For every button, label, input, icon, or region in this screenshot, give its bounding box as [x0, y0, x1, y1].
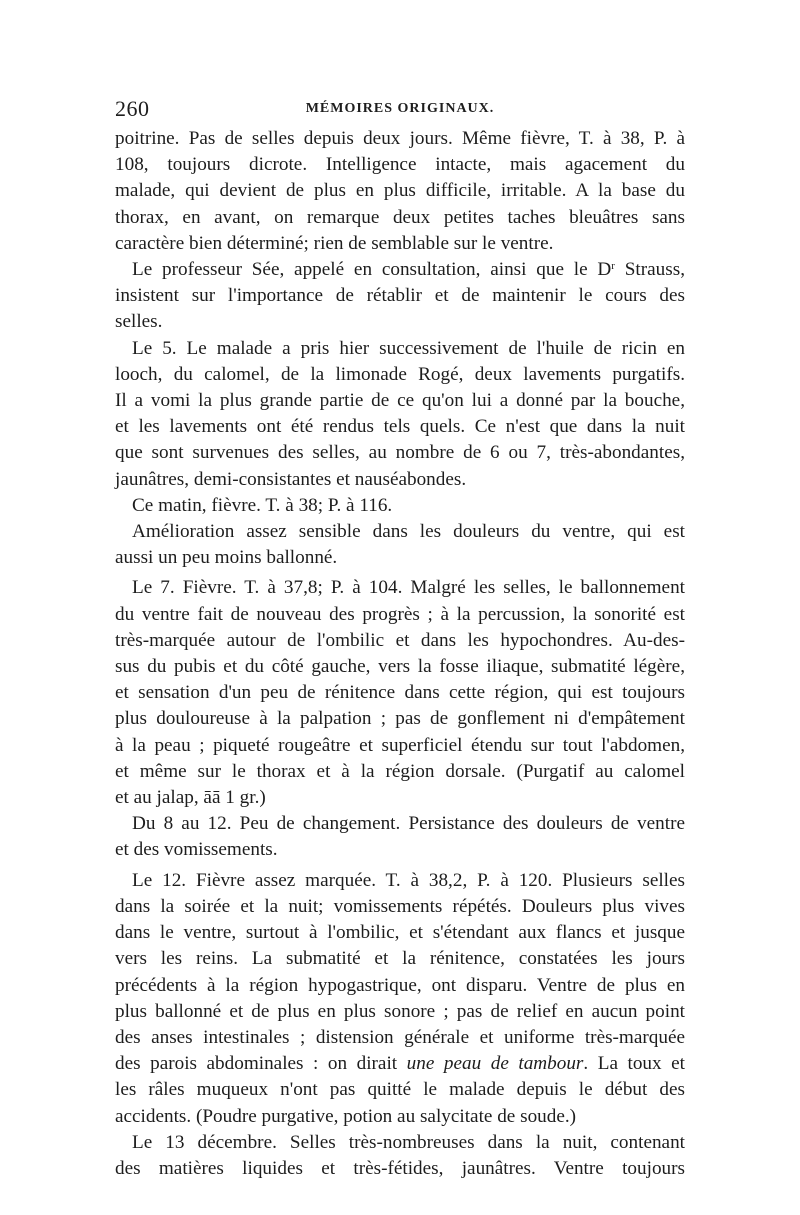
text-line: et des vomissements.	[115, 839, 278, 861]
text-line: 108, toujours dicrote. Intelligence intacte, mais agacement du	[115, 154, 685, 176]
running-title: MÉMOIRES ORIGINAUX.	[305, 101, 495, 116]
text-line: plus ballonné et de plus en plus sonore ; pas de relief en aucun point	[115, 1000, 685, 1022]
text-line: accidents. (Poudre purgative, potion au salycitate de soude.)	[115, 1105, 577, 1127]
paragraph-du-8-au-12	[115, 811, 685, 863]
text-line: des anses intestinales ; distension générale et uniforme très-marquée	[115, 1026, 685, 1048]
text-line: selles.	[115, 311, 163, 333]
text-line: Le 13 décembre. Selles très-nombreuses dans la nuit, contenant	[132, 1131, 685, 1153]
text-line	[115, 1051, 685, 1077]
text-line: jaunâtres, demi-consistantes et nauséabondes.	[115, 468, 467, 490]
text-line: poitrine. Pas de selles depuis deux jours. Même fièvre, T. à 38, P. à	[115, 128, 685, 149]
text-line: thorax, en avant, on remarque deux petites taches bleuâtres sans	[115, 206, 685, 228]
text-line: plus douloureuse à la palpation ; pas de gonflement ni d'empâtement	[115, 708, 685, 730]
text-line: Il a vomi la plus grande partie de ce qu'on lui a donné par la bouche,	[115, 390, 685, 412]
text-line: Du 8 au 12. Peu de changement. Persistance des douleurs de ventre	[132, 813, 685, 835]
text-line: des matières liquides et très-fétides, jaunâtres. Ventre toujours	[115, 1157, 685, 1179]
text-line: Le 5. Le malade a pris hier successivement de l'huile de ricin en	[132, 337, 685, 359]
text-line: aussi un peu moins ballonné.	[115, 547, 338, 569]
text-line: Ce matin, fièvre. T. à 38; P. à 116.	[132, 494, 393, 516]
text-line: insistent sur l'importance de rétablir et de maintenir le cours des	[115, 285, 685, 307]
text-line: sus du pubis et du côté gauche, vers la fosse iliaque, submatité légère,	[115, 656, 685, 678]
text-line: malade, qui devient de plus en plus difficile, irritable. A la base du	[115, 180, 685, 202]
page-number: 260	[115, 96, 150, 121]
paragraph-le-13-decembre	[115, 1130, 685, 1182]
paragraph-le-5	[115, 336, 685, 493]
text-line: et même sur le thorax et à la région dorsale. (Purgatif au calomel	[115, 760, 685, 782]
text-line: et au jalap, āā 1 gr.)	[115, 787, 266, 809]
text-line: à la peau ; piqueté rougeâtre et superficiel étendu sur tout l'abdomen,	[115, 734, 685, 756]
text-line: looch, du calomel, de la limonade Rogé, deux lavements purgatifs.	[115, 363, 685, 385]
italic-phrase: une peau de tambour	[406, 1053, 584, 1075]
superscript: r	[611, 260, 615, 273]
text-line: Amélioration assez sensible dans les douleurs du ventre, qui est	[132, 521, 685, 543]
text-fragment: des parois abdominales : on dirait	[115, 1053, 407, 1075]
text-line: et les lavements ont été rendus tels quels. Ce n'est que dans la nuit	[115, 416, 685, 438]
text-line: dans le ventre, surtout à l'ombilic, et s'étendant aux flancs et jusque	[115, 922, 685, 944]
paragraph-amelioration	[115, 519, 685, 571]
text-line: caractère bien déterminé; rien de semblable sur le ventre.	[115, 232, 554, 254]
text-line: vers les reins. La submatité et la rénitence, constatées les jours	[115, 948, 685, 970]
text-line: Le 12. Fièvre assez marquée. T. à 38,2, P. à 120. Plusieurs selles	[132, 869, 685, 891]
text-line: Le 7. Fièvre. T. à 37,8; P. à 104. Malgré les selles, le ballonnement	[132, 577, 685, 599]
paragraph-poitrine	[115, 126, 685, 257]
text-fragment: Strauss,	[614, 259, 685, 281]
running-head	[115, 96, 685, 122]
text-line	[115, 257, 685, 283]
paragraph-consultation	[115, 257, 685, 336]
text-fragment: Le professeur Sée, appelé en consultation, ainsi que le D	[132, 259, 612, 281]
paragraph-le-12	[115, 868, 685, 1130]
text-line: très-marquée autour de l'ombilic et dans les hypochondres. Au-des-	[115, 629, 685, 651]
text-line: dans la soirée et la nuit; vomissements répétés. Douleurs plus vives	[115, 895, 685, 917]
text-fragment: . La toux et	[583, 1053, 685, 1075]
text-line: que sont survenues des selles, au nombre de 6 ou 7, très-abondantes,	[115, 442, 685, 464]
paragraph-le-7	[115, 575, 685, 811]
text-line: les râles muqueux n'ont pas quitté le malade depuis le début des	[115, 1079, 685, 1101]
text-line: précédents à la région hypogastrique, ont disparu. Ventre de plus en	[115, 974, 685, 996]
text-line: du ventre fait de nouveau des progrès ; à la percussion, la sonorité est	[115, 603, 685, 625]
text-line: et sensation d'un peu de rénitence dans cette région, qui est toujours	[115, 682, 685, 704]
paragraph-ce-matin	[115, 493, 685, 519]
page	[115, 96, 685, 1182]
